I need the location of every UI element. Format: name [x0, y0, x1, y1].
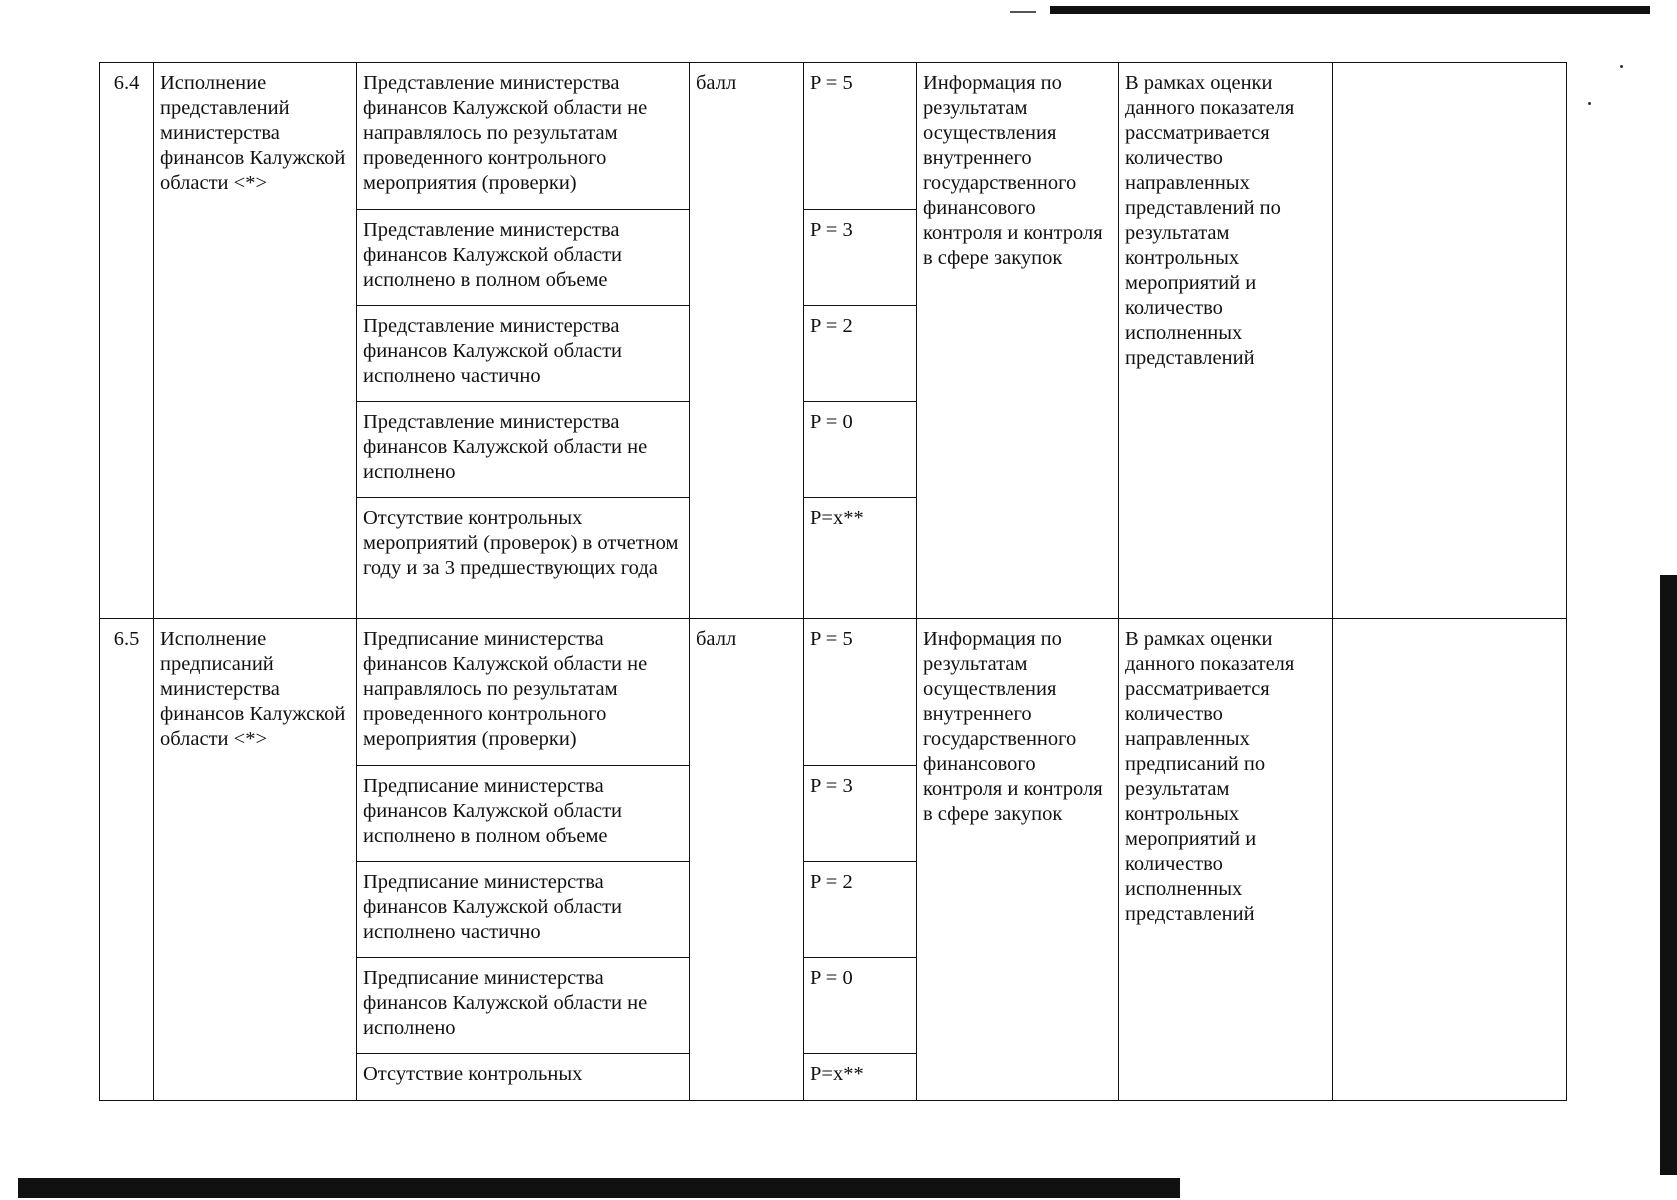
source-cell: Информация по результатам осуществления внутреннего государственного финансового контроля и контроля в сфере закупок	[917, 619, 1119, 1101]
criterion-text: Предписание министерства финансов Калужской области не направлялось по результатам проведенного контрольного мероприятия (проверки)	[357, 619, 690, 766]
score-value: P=x**	[804, 1054, 917, 1101]
note-cell: В рамках оценки данного показателя рассматривается количество направленных предписаний по результатам контрольных мероприятий и количество исполненных представлений	[1119, 619, 1333, 1101]
unit-cell: балл	[690, 619, 804, 1101]
indicators-table	[99, 62, 1567, 1101]
score-value: P = 0	[804, 958, 917, 1054]
scan-artifact-top-bar	[1050, 6, 1650, 14]
score-value: P = 0	[804, 402, 917, 498]
criterion-text: Предписание министерства финансов Калужской области не исполнено	[357, 958, 690, 1054]
score-value: P = 5	[804, 619, 917, 766]
criterion-text: Отсутствие контрольных	[357, 1054, 690, 1101]
scan-artifact-dash	[1010, 11, 1036, 13]
score-value: P=x**	[804, 498, 917, 619]
table-row	[100, 63, 1567, 210]
criterion-text: Представление министерства финансов Калужской области не исполнено	[357, 402, 690, 498]
indicator-name: Исполнение представлений министерства финансов Калужской области <*>	[154, 63, 357, 619]
criterion-text: Представление министерства финансов Калужской области исполнено в полном объеме	[357, 210, 690, 306]
criterion-text: Предписание министерства финансов Калужской области исполнено частично	[357, 862, 690, 958]
indicator-number: 6.5	[100, 619, 154, 1101]
indicator-number: 6.4	[100, 63, 154, 619]
unit-cell: балл	[690, 63, 804, 619]
scan-artifact-dot	[1620, 65, 1623, 68]
score-value: P = 3	[804, 210, 917, 306]
scan-artifact-right-bar	[1660, 575, 1677, 1175]
criterion-text: Отсутствие контрольных мероприятий (проверок) в отчетном году и за 3 предшествующих года	[357, 498, 690, 619]
criterion-text: Представление министерства финансов Калужской области исполнено частично	[357, 306, 690, 402]
scan-artifact-bottom-bar	[18, 1178, 1180, 1198]
scan-artifact-dot	[1588, 102, 1591, 105]
extra-cell	[1333, 619, 1567, 1101]
indicator-name: Исполнение предписаний министерства финансов Калужской области <*>	[154, 619, 357, 1101]
source-cell: Информация по результатам осуществления внутреннего государственного финансового контроля и контроля в сфере закупок	[917, 63, 1119, 619]
score-value: P = 5	[804, 63, 917, 210]
score-value: P = 2	[804, 306, 917, 402]
score-value: P = 2	[804, 862, 917, 958]
extra-cell	[1333, 63, 1567, 619]
criterion-text: Предписание министерства финансов Калужской области исполнено в полном объеме	[357, 766, 690, 862]
score-value: P = 3	[804, 766, 917, 862]
note-cell: В рамках оценки данного показателя рассматривается количество направленных представлений по результатам контрольных мероприятий и количество исполненных представлений	[1119, 63, 1333, 619]
criterion-text: Представление министерства финансов Калужской области не направлялось по результатам проведенного контрольного мероприятия (проверки)	[357, 63, 690, 210]
table-row	[100, 619, 1567, 766]
